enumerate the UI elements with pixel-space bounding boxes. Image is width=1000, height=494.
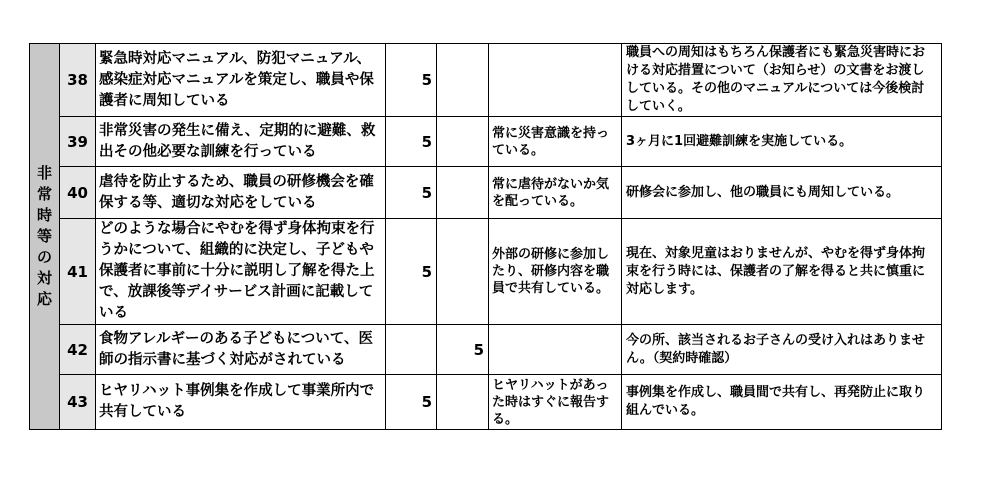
- comment-cell: 今の所、該当されるお子さんの受け入れはありません。（契約時確認）: [622, 325, 942, 375]
- category-label: 非常時等の対応: [36, 164, 52, 308]
- score-a-cell: 5: [386, 117, 437, 167]
- row-number: 40: [60, 167, 96, 219]
- score-b-cell: [437, 44, 489, 117]
- item-text: ヒヤリハット事例集を作成して事業所内で共有している: [96, 375, 386, 430]
- item-text: 虐待を防止するため、職員の研修機会を確保する等、適切な対応をしている: [96, 167, 386, 219]
- table-row: [30, 167, 942, 219]
- note-cell: ヒヤリハットがあった時はすぐに報告する。: [489, 375, 622, 430]
- table-row: [30, 325, 942, 375]
- score-a-cell: 5: [386, 219, 437, 325]
- score-b-cell: [437, 117, 489, 167]
- comment-cell: 現在、対象児童はおりませんが、やむを得ず身体拘束を行う時には、保護者の了解を得ると共に慎重に対応します。: [622, 219, 942, 325]
- score-a-cell: 5: [386, 375, 437, 430]
- row-number: 41: [60, 219, 96, 325]
- note-cell: 常に災害意識を持っている。: [489, 117, 622, 167]
- row-number: 38: [60, 44, 96, 117]
- comment-cell: 事例集を作成し、職員間で共有し、再発防止に取り組んでいる。: [622, 375, 942, 430]
- row-number: 42: [60, 325, 96, 375]
- comment-cell: 3ヶ月に1回避難訓練を実施している。: [622, 117, 942, 167]
- item-text: 食物アレルギーのある子どもについて、医師の指示書に基づく対応がされている: [96, 325, 386, 375]
- table-row: [30, 44, 942, 117]
- row-number: 43: [60, 375, 96, 430]
- evaluation-table: [29, 43, 942, 430]
- item-text: どのような場合にやむを得ず身体拘束を行うかについて、組織的に決定し、子どもや保護者に事前に十分に説明し了解を得た上で、放課後等デイサービス計画に記載している: [96, 219, 386, 325]
- comment-cell: 研修会に参加し、他の職員にも周知している。: [622, 167, 942, 219]
- evaluation-sheet: [29, 43, 941, 427]
- score-b-cell: 5: [437, 325, 489, 375]
- item-text: 緊急時対応マニュアル、防犯マニュアル、感染症対応マニュアルを策定し、職員や保護者に周知している: [96, 44, 386, 117]
- note-cell: 常に虐待がないか気を配っている。: [489, 167, 622, 219]
- note-cell: [489, 325, 622, 375]
- score-b-cell: [437, 375, 489, 430]
- score-a-cell: [386, 325, 437, 375]
- row-number: 39: [60, 117, 96, 167]
- score-a-cell: 5: [386, 167, 437, 219]
- score-b-cell: [437, 219, 489, 325]
- note-cell: [489, 44, 622, 117]
- note-cell: 外部の研修に参加したり、研修内容を職員で共有している。: [489, 219, 622, 325]
- item-text: 非常災害の発生に備え、定期的に避難、救出その他必要な訓練を行っている: [96, 117, 386, 167]
- score-a-cell: 5: [386, 44, 437, 117]
- table-row: [30, 375, 942, 430]
- score-b-cell: [437, 167, 489, 219]
- comment-cell: 職員への周知はもちろん保護者にも緊急災害時における対応措置について（お知らせ）の文書をお渡ししている。その他のマニュアルについては今後検討していく。: [622, 44, 942, 117]
- table-row: [30, 117, 942, 167]
- category-cell: [30, 44, 60, 430]
- table-row: [30, 219, 942, 325]
